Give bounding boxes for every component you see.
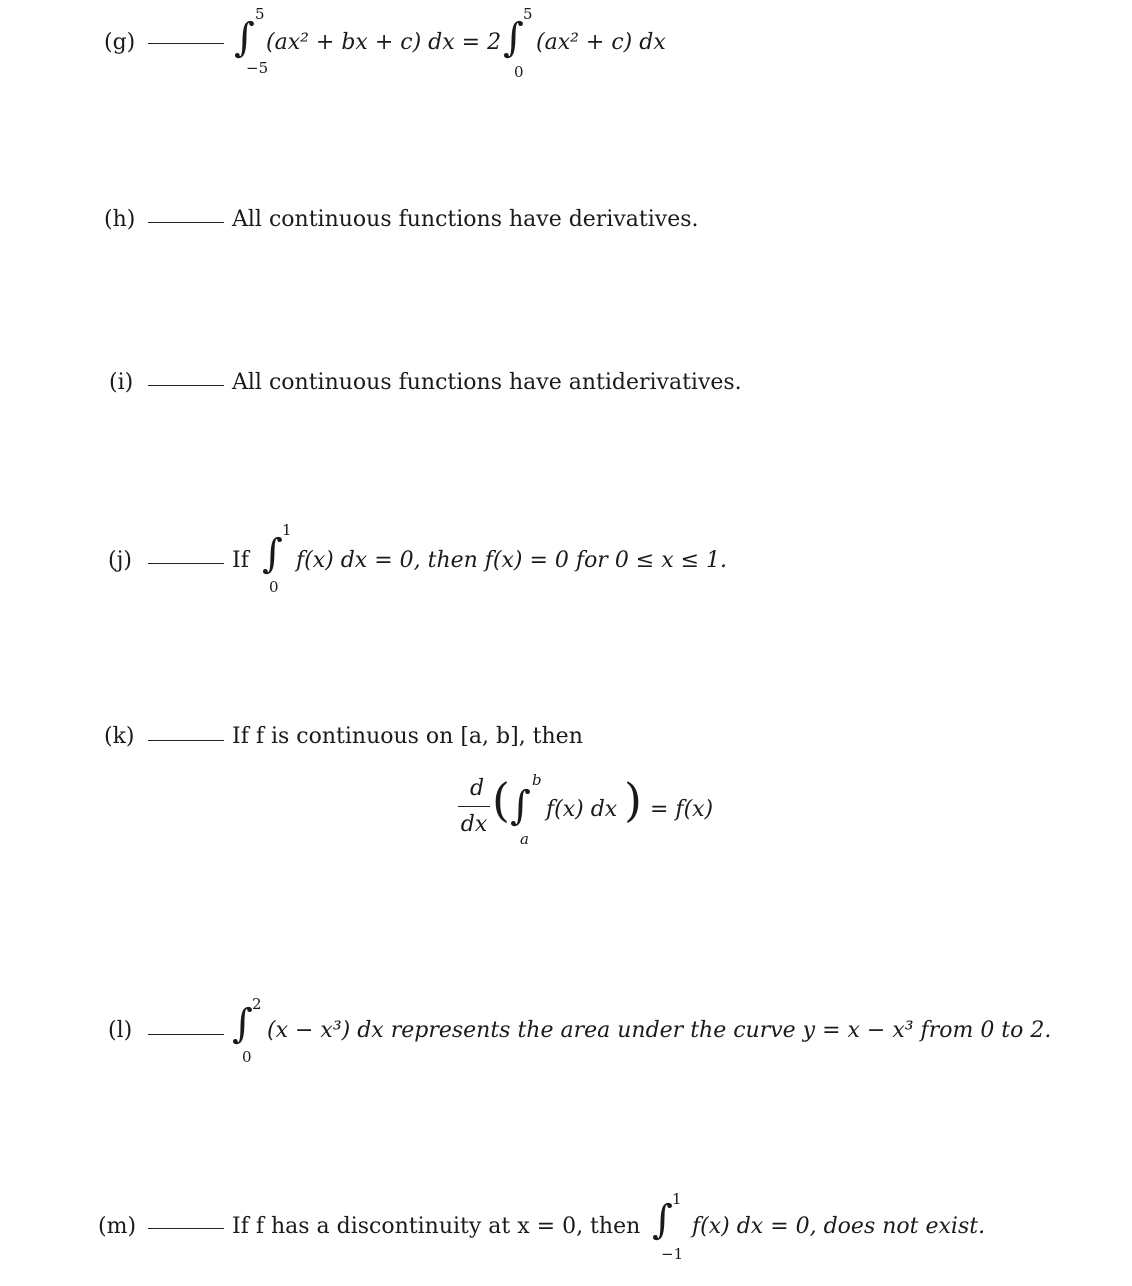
statement-m: f(x) dx = 0, does not exist.	[692, 1214, 986, 1239]
integrand-k: f(x) dx	[546, 797, 618, 822]
integral-sign: ∫	[503, 15, 524, 61]
item-label-j: (j)	[108, 548, 132, 573]
answer-blank-m[interactable]	[148, 1228, 224, 1229]
integrand-g-rhs: (ax² + c) dx	[536, 30, 666, 55]
upper-limit: 5	[523, 5, 533, 23]
fraction-denominator: dx	[460, 812, 488, 837]
upper-limit: b	[532, 771, 542, 789]
lower-limit: 0	[514, 63, 524, 81]
fraction-numerator: d	[469, 776, 485, 801]
lower-limit: 0	[269, 578, 279, 596]
statement-l: (x − x³) dx represents the area under the curve y = x − x³ from 0 to 2.	[267, 1018, 1052, 1043]
integral-sign: ∫	[262, 531, 283, 577]
fraction-bar	[458, 806, 490, 807]
lower-limit: 0	[242, 1048, 252, 1066]
item-label-k: (k)	[104, 724, 135, 749]
integrand-g-lhs: (ax² + bx + c) dx = 2	[266, 30, 502, 55]
lower-limit: −1	[661, 1245, 684, 1263]
result-k: = f(x)	[650, 797, 714, 822]
item-label-g: (g)	[104, 30, 136, 55]
lower-limit: −5	[246, 59, 269, 77]
answer-blank-l[interactable]	[148, 1034, 224, 1035]
left-paren: (	[492, 773, 510, 827]
item-label-h: (h)	[104, 207, 136, 232]
statement-h: All continuous functions have derivatives.	[232, 207, 699, 232]
item-label-i: (i)	[109, 370, 134, 395]
item-label-l: (l)	[108, 1018, 133, 1043]
integral-sign: ∫	[652, 1197, 673, 1243]
item-label-m: (m)	[98, 1214, 137, 1239]
statement-i: All continuous functions have antiderivatives.	[232, 370, 742, 395]
statement-k: If f is continuous on [a, b], then	[232, 724, 583, 749]
answer-blank-i[interactable]	[148, 385, 224, 386]
answer-blank-h[interactable]	[148, 222, 224, 223]
upper-limit: 1	[282, 521, 292, 539]
upper-limit: 2	[252, 995, 262, 1013]
integral-sign: ∫	[510, 783, 531, 829]
prefix-j: If	[232, 548, 249, 573]
answer-blank-j[interactable]	[148, 563, 224, 564]
upper-limit: 5	[255, 5, 265, 23]
integral-sign: ∫	[234, 15, 255, 61]
answer-blank-k[interactable]	[148, 740, 224, 741]
upper-limit: 1	[672, 1190, 682, 1208]
answer-blank-g[interactable]	[148, 43, 224, 44]
lower-limit: a	[520, 830, 529, 848]
right-paren: )	[624, 773, 642, 827]
statement-j: f(x) dx = 0, then f(x) = 0 for 0 ≤ x ≤ 1.	[296, 548, 728, 573]
integral-sign: ∫	[232, 1001, 253, 1047]
prefix-m: If f has a discontinuity at x = 0, then	[232, 1214, 641, 1239]
